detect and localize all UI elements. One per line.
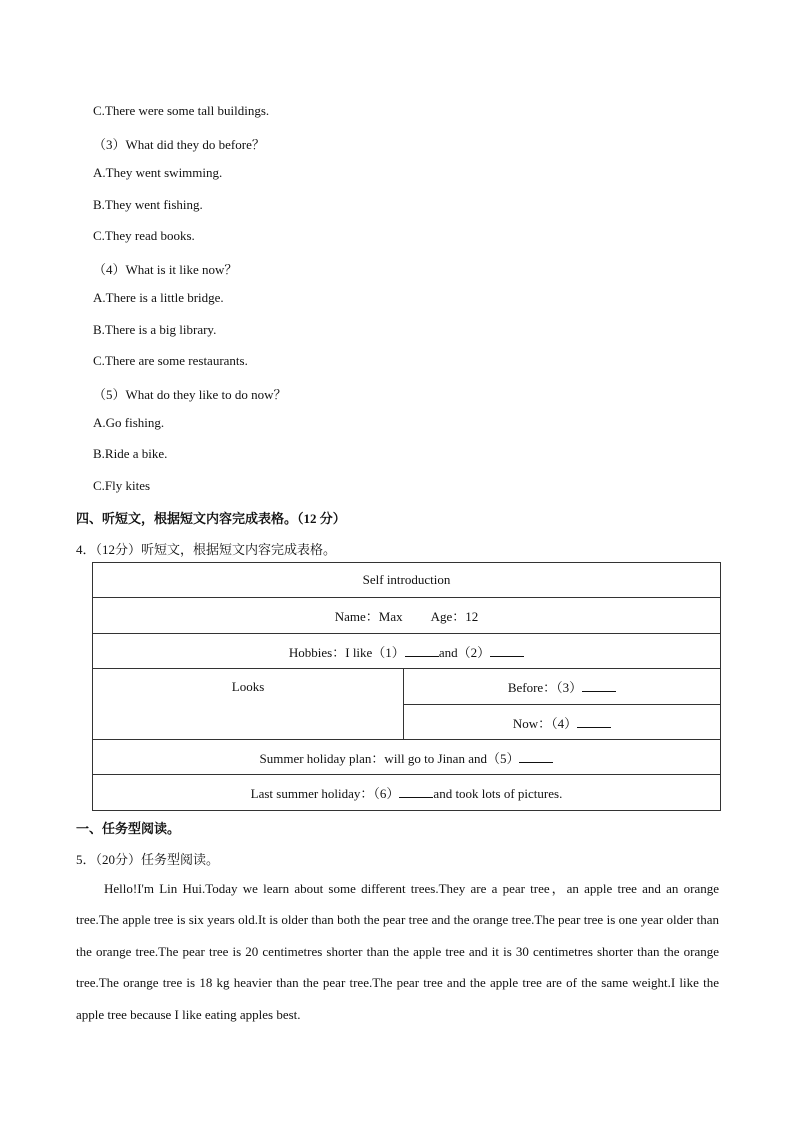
question-3: （3）What did they do before？ xyxy=(93,137,265,152)
plan-row xyxy=(93,740,721,775)
blank-2[interactable] xyxy=(490,644,524,657)
now-cell xyxy=(404,705,721,740)
option-q4-c: C.There are some restaurants. xyxy=(93,353,248,368)
blank-5[interactable] xyxy=(519,750,553,763)
reading-passage xyxy=(76,873,719,1030)
question-4: （4）What is it like now？ xyxy=(93,262,238,277)
section-heading-listening: 四、听短文，根据短文内容完成表格。（12 分） xyxy=(76,511,346,526)
before-text: Before：（3） xyxy=(507,680,583,695)
now-text: Now：（4） xyxy=(512,715,578,731)
option-q3-a: A.They went swimming. xyxy=(93,165,223,180)
self-introduction-table xyxy=(92,562,721,811)
question-4-stem: 4．（12分）听短文，根据短文内容完成表格。 xyxy=(76,542,337,557)
option-q2-c: C.There were some tall buildings. xyxy=(93,103,270,118)
question-5: （5）What do they like to do now？ xyxy=(93,387,287,402)
option-q4-b: B.There is a big library. xyxy=(93,322,217,337)
blank-1[interactable] xyxy=(405,644,439,657)
question-5-stem: 5．（20分）任务型阅读。 xyxy=(76,852,220,867)
blank-6[interactable] xyxy=(399,785,433,798)
plan-text: Summer holiday plan：will go to Jinan and（5） xyxy=(259,750,520,766)
name-age-row xyxy=(93,598,721,634)
blank-4[interactable] xyxy=(577,715,611,728)
option-q5-c: C.Fly kites xyxy=(93,478,151,493)
looks-label: Looks xyxy=(93,669,404,740)
last-holiday-rest: and took lots of pictures. xyxy=(433,786,563,801)
option-q5-b: B.Ride a bike. xyxy=(93,446,168,461)
age-cell: Age：12 xyxy=(430,609,479,624)
hobbies-row xyxy=(93,634,721,669)
option-q5-a: A.Go fishing. xyxy=(93,415,165,430)
option-q3-b: B.They went fishing. xyxy=(93,197,203,212)
blank-3[interactable] xyxy=(582,679,616,692)
option-q4-a: A.There is a little bridge. xyxy=(93,290,224,305)
section-heading-task-reading: 一、任务型阅读。 xyxy=(76,821,181,836)
before-cell xyxy=(404,669,721,705)
last-holiday-text: Last summer holiday：（6） xyxy=(250,786,400,801)
name-cell: Name：Max xyxy=(334,609,403,624)
hobbies-text: Hobbies：I like（1） xyxy=(288,644,405,660)
last-holiday-row xyxy=(93,775,721,811)
option-q3-c: C.They read books. xyxy=(93,228,195,243)
hobbies-and: and（2） xyxy=(438,644,491,660)
passage-text: Hello!I'm Lin Hui.Today we learn about some different trees.They are a pear tree，an apple tree and an orange tree.The apple tree is six years old.It is older than both the pear tree and the orange tree.The pear tree is one year older than the orange tree.The pear tree is 20 centimetres shorter than the apple tree and it is 30 centimetres shorter than the orange tree.The orange tree is 18 kg heavier than the pear tree.The pear tree and the apple tree are of the same weight.I like the apple tree because I like eating apples best. xyxy=(76,881,719,1022)
table-title: Self introduction xyxy=(93,563,721,598)
